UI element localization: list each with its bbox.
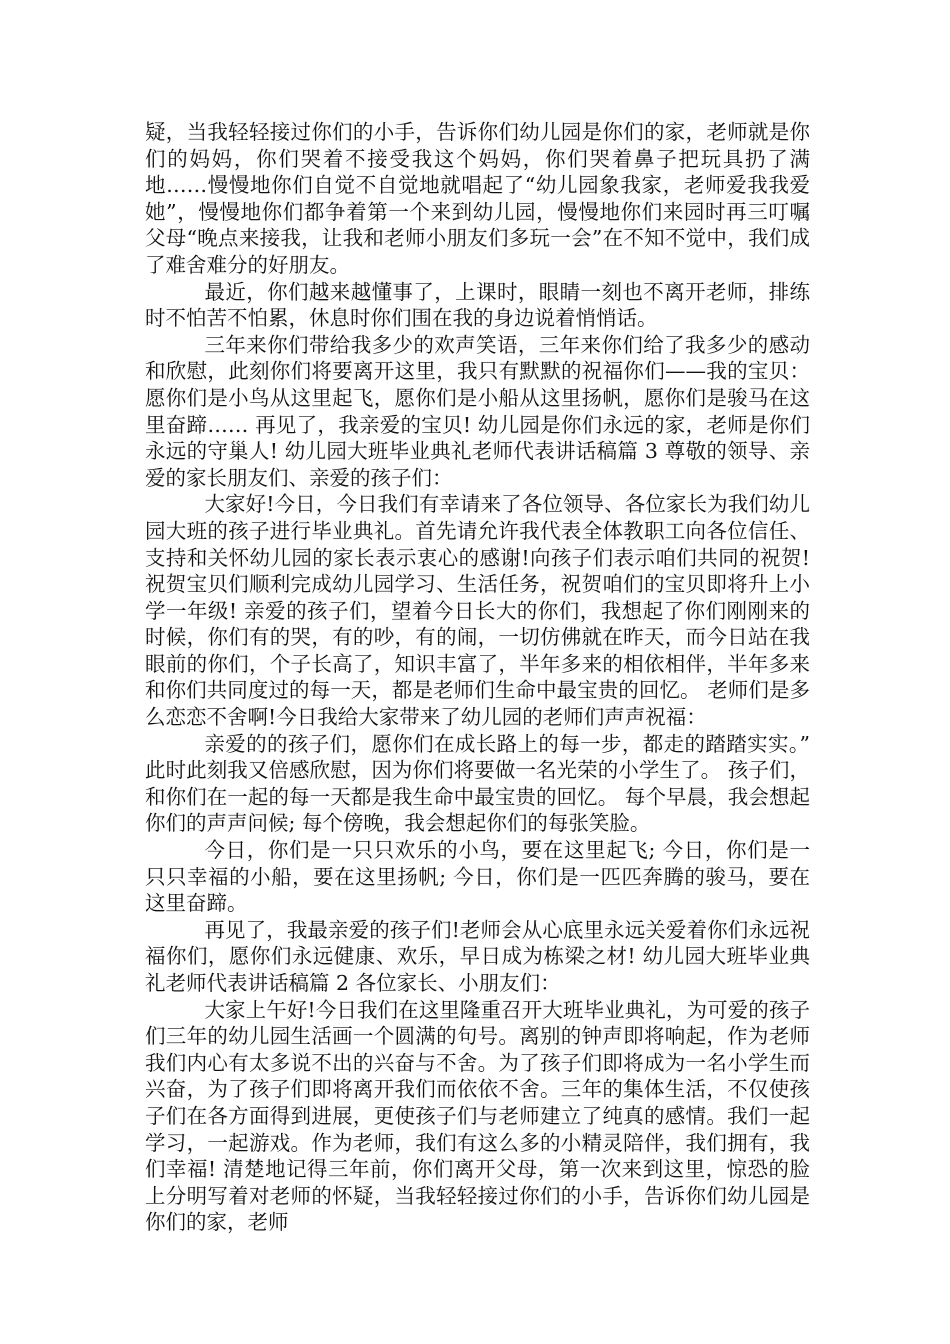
paragraph-3: 三年来你们带给我多少的欢声笑语，三年来你们给了我多少的感动和欣慰，此刻你们将要离开这里，我只有默默的祝福你们——我的宝贝：愿你们是小鸟从这里起飞，愿你们是小船从这里扬帆，愿你们是骏马在这里奋蹄…… 再见了，我亲爱的宝贝! 幼儿园是你们永远的家，老师是你们永远的守巢人! 幼儿园大班毕业典礼老师代表讲话稿篇 3 尊敬的领导、亲爱的家长朋友们、亲爱的孩子们：: [145, 332, 810, 490]
paragraph-2: 最近，你们越来越懂事了，上课时，眼睛一刻也不离开老师，排练时不怕苦不怕累，休息时你们围在我的身边说着悄悄话。: [145, 279, 810, 331]
paragraph-4: 大家好!今日，今日我们有幸请来了各位领导、各位家长为我们幼儿园大班的孩子进行毕业典礼。首先请允许我代表全体教职工向各位信任、支持和关怀幼儿园的家长表示衷心的感谢!向孩子们表示咱们共同的祝贺!祝贺宝贝们顺利完成幼儿园学习、生活任务，祝贺咱们的宝贝即将升上小学一年级! 亲爱的孩子们，望着今日长大的你们，我想起了你们刚刚来的时候，你们有的哭，有的吵，有的闹，一切仿佛就在昨天，而今日站在我眼前的你们，个子长高了，知识丰富了，半年多来的相依相伴，半年多来和你们共同度过的每一天，都是老师们生命中最宝贵的回忆。 老师们是多么恋恋不舍啊!今日我给大家带来了幼儿园的老师们声声祝福：: [145, 492, 810, 730]
paragraph-1: 疑，当我轻轻接过你们的小手，告诉你们幼儿园是你们的家，老师就是你们的妈妈，你们哭着不接受我这个妈妈，你们哭着鼻子把玩具扔了满地……慢慢地你们自觉不自觉地就唱起了“幼儿园象我家，老师爱我我爱她”，慢慢地你们都争着第一个来到幼儿园，慢慢地你们来园时再三叮嘱父母“晚点来接我，让我和老师小朋友们多玩一会”在不知不觉中，我们成了难舍难分的好朋友。: [145, 120, 810, 277]
paragraph-6: 今日，你们是一只只欢乐的小鸟，要在这里起飞; 今日，你们是一只只幸福的小船，要在这里扬帆; 今日，你们是一匹匹奔腾的骏马，要在这里奋蹄。: [145, 838, 810, 916]
paragraph-5: 亲爱的的孩子们，愿你们在成长路上的每一步，都走的踏踏实实。” 此时此刻我又倍感欣慰，因为你们将要做一名光荣的小学生了。 孩子们，和你们在一起的每一天都是我生命中最宝贵的回忆。 每个早晨，我会想起你们的声声问候; 每个傍晚，我会想起你们的每张笑脸。: [145, 731, 810, 836]
paragraph-7: 再见了，我最亲爱的孩子们!老师会从心底里永远关爱着你们永远祝福你们，愿你们永远健康、欢乐，早日成为栋梁之材! 幼儿园大班毕业典礼老师代表讲话稿篇 2 各位家长、小朋友们：: [145, 917, 810, 995]
document-page: [145, 119, 810, 1236]
paragraph-8: 大家上午好!今日我们在这里隆重召开大班毕业典礼，为可爱的孩子们三年的幼儿园生活画一个圆满的句号。离别的钟声即将响起，作为老师我们内心有太多说不出的兴奋与不舍。为了孩子们即将成为一名小学生而兴奋，为了孩子们即将离开我们而依依不舍。三年的集体生活，不仅使孩子们在各方面得到进展，更使孩子们与老师建立了纯真的感情。我们一起学习，一起游戏。作为老师，我们有这么多的小精灵陪伴，我们拥有，我们幸福! 清楚地记得三年前，你们离开父母，第一次来到这里，惊恐的脸上分明写着对老师的怀疑，当我轻轻接过你们的小手，告诉你们幼儿园是你们的家，老师: [145, 997, 810, 1235]
